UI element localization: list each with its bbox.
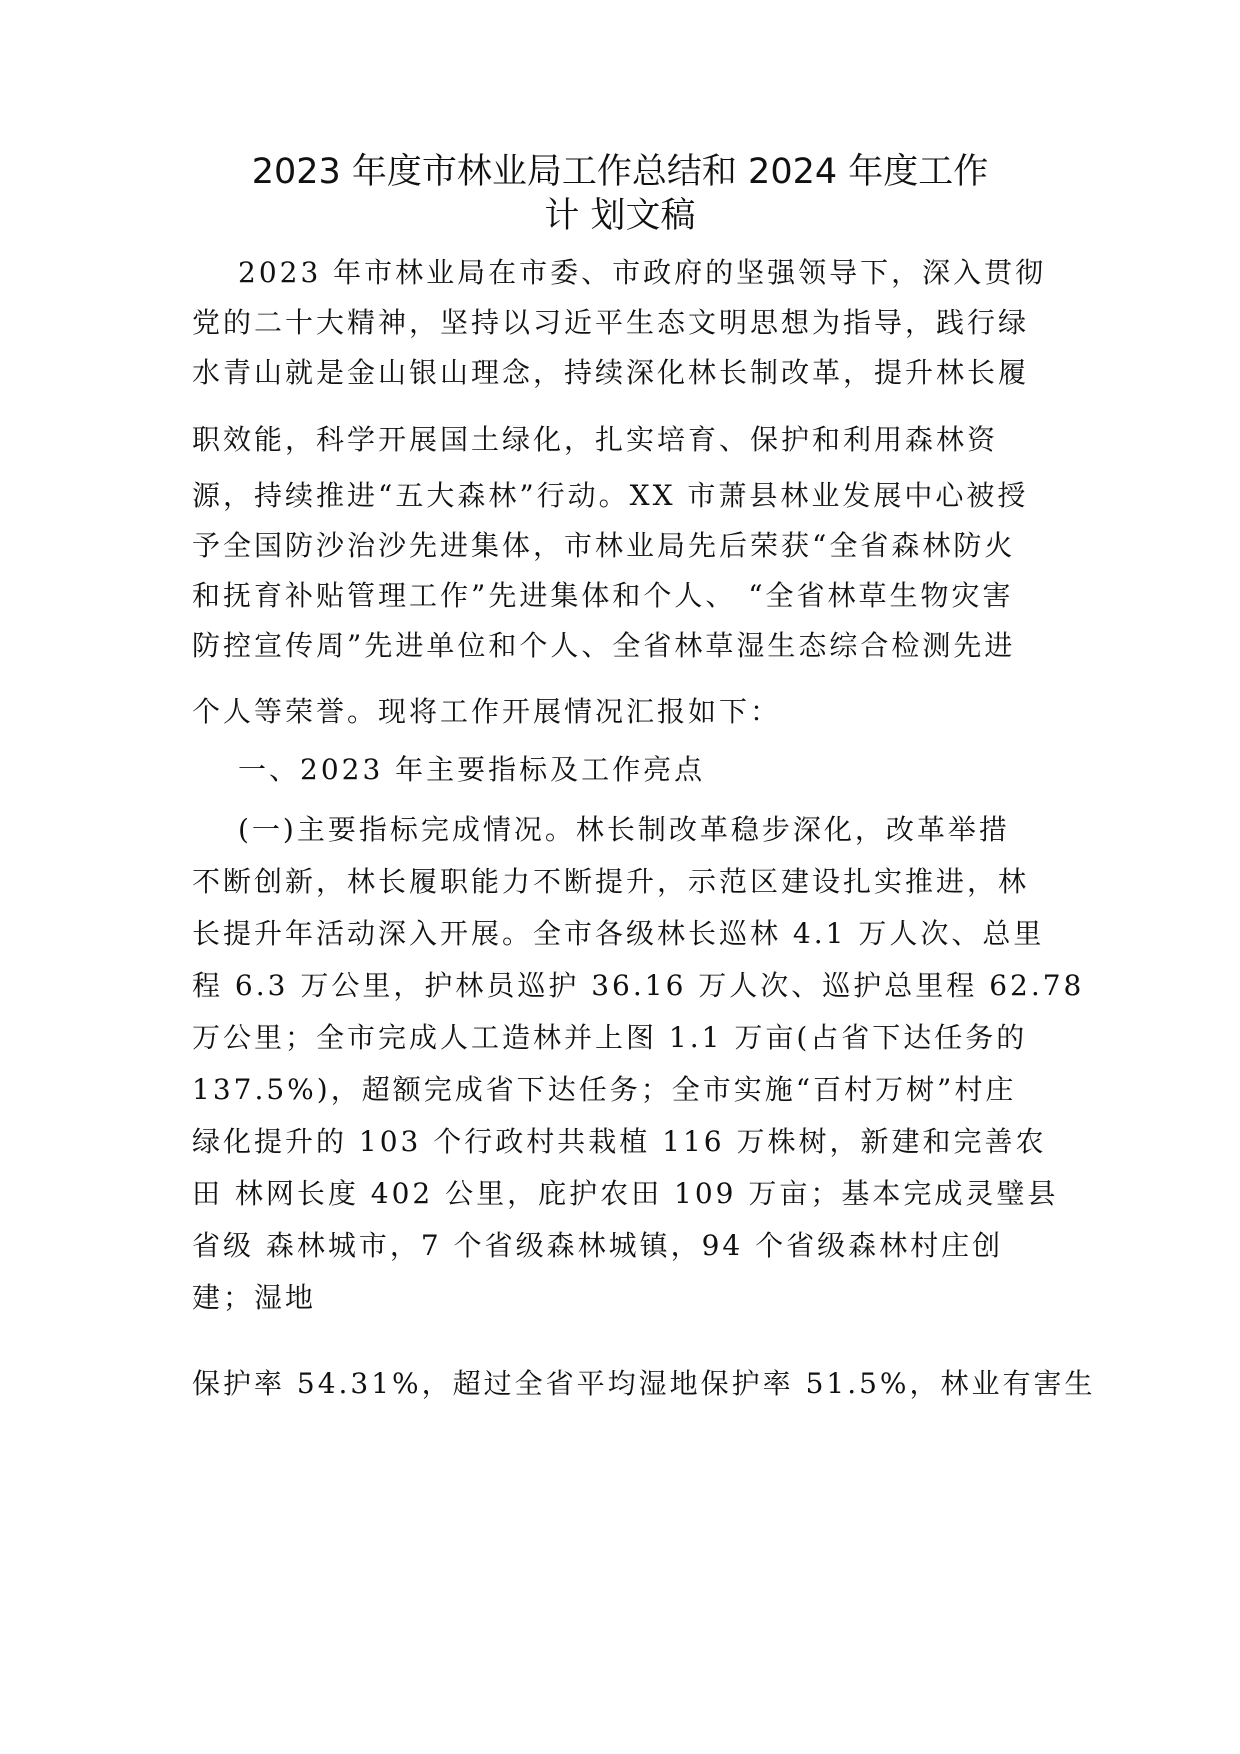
body-line: 水青山就是金山银山理念，持续深化林长制改革，提升林长履 <box>192 356 1030 389</box>
body-line: 党的二十大精神，坚持以习近平生态文明思想为指导，践行绿 <box>192 306 1030 339</box>
body-line: 绿化提升的 103 个行政村共栽植 116 万株树，新建和完善农 <box>192 1125 1047 1158</box>
section-heading: 一、2023 年主要指标及工作亮点 <box>238 753 706 786</box>
body-line: 省级 森林城市，7 个省级森林城镇，94 个省级森林村庄创 <box>192 1229 1004 1262</box>
body-line: 予全国防沙治沙先进集体，市林业局先后荣获“全省森林防火 <box>192 529 1016 562</box>
body-line: 2023 年市林业局在市委、市政府的坚强领导下，深入贯彻 <box>238 256 1047 289</box>
body-line: 建；湿地 <box>192 1281 317 1314</box>
body-line: 不断创新，林长履职能力不断提升，示范区建设扎实推进，林 <box>192 865 1030 898</box>
subsection-paragraph-line: (一)主要指标完成情况。林长制改革稳步深化，改革举措 <box>238 813 1010 846</box>
body-line: 程 6.3 万公里，护林员巡护 36.16 万人次、巡护总里程 62.78 <box>192 969 1085 1002</box>
body-line: 万公里；全市完成人工造林并上图 1.1 万亩(占省下达任务的 <box>192 1021 1028 1054</box>
body-line: 田 林网长度 402 公里，庇护农田 109 万亩；基本完成灵璧县 <box>192 1177 1059 1210</box>
document-title-line-1: 2023 年度市林业局工作总结和 2024 年度工作 <box>251 152 989 192</box>
document-title-line-2: 计 划文稿 <box>544 196 696 236</box>
body-line: 职效能，科学开展国土绿化，扎实培育、保护和利用森林资 <box>192 423 999 456</box>
body-line: 长提升年活动深入开展。全市各级林长巡林 4.1 万人次、总里 <box>192 917 1045 950</box>
body-line: 个人等荣誉。现将工作开展情况汇报如下： <box>192 695 782 728</box>
body-line: 137.5%)，超额完成省下达任务；全市实施“百村万树”村庄 <box>192 1073 1017 1106</box>
body-line: 保护率 54.31%，超过全省平均湿地保护率 51.5%，林业有害生 <box>192 1367 1096 1400</box>
body-line: 防控宣传周”先进单位和个人、全省林草湿生态综合检测先进 <box>192 629 1016 662</box>
body-line: 源，持续推进“五大森林”行动。XX 市萧县林业发展中心被授 <box>192 479 1029 512</box>
body-line: 和抚育补贴管理工作”先进集体和个人、 “全省林草生物灾害 <box>192 579 1014 612</box>
